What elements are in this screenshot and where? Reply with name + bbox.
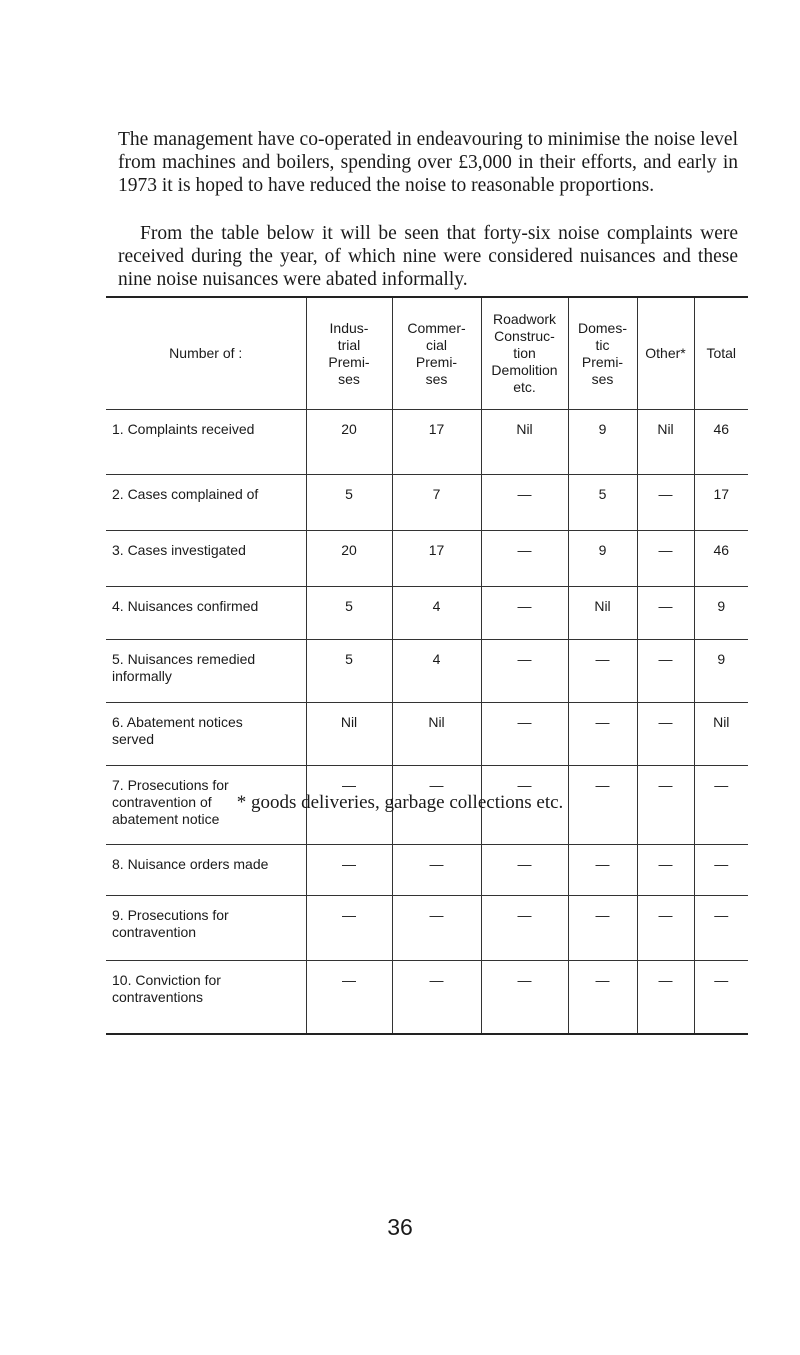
cell-commercial: — [392, 896, 481, 961]
row-label: 4. Nuisances confirmed [106, 587, 306, 640]
cell-domestic: — [568, 766, 637, 845]
table-row [106, 961, 748, 1035]
cell-industrial: 5 [306, 587, 392, 640]
cell-other: — [637, 475, 694, 531]
row-label: 9. Prosecutions for contravention [106, 896, 306, 961]
table-footnote: * goods deliveries, garbage collections etc. [236, 792, 564, 813]
cell-total: — [694, 961, 748, 1035]
cell-industrial: — [306, 845, 392, 896]
cell-commercial: — [392, 766, 481, 845]
cell-total: 9 [694, 640, 748, 703]
row-label: 3. Cases investigated [106, 531, 306, 587]
cell-industrial: 5 [306, 475, 392, 531]
paragraph-management: The management have co-operated in endeavouring to minimise the noise level from machines and boilers, spending over £3,000 in their efforts, and early in 1973 it is hoped to have reduced the noise to reasonable proportions. [118, 129, 738, 196]
cell-other: — [637, 703, 694, 766]
table-row [106, 896, 748, 961]
cell-commercial: — [392, 845, 481, 896]
cell-other: — [637, 961, 694, 1035]
cell-domestic: 9 [568, 410, 637, 475]
header-commercial: Commer- cial Premi- ses [392, 297, 481, 410]
cell-roadwork: — [481, 531, 568, 587]
cell-roadwork: — [481, 475, 568, 531]
table-row [106, 587, 748, 640]
cell-total: 46 [694, 410, 748, 475]
cell-commercial: — [392, 961, 481, 1035]
table-row [106, 703, 748, 766]
table-header-row [106, 297, 748, 410]
cell-industrial: — [306, 896, 392, 961]
row-label: 6. Abatement notices served [106, 703, 306, 766]
cell-total: Nil [694, 703, 748, 766]
cell-total: — [694, 766, 748, 845]
cell-total: 9 [694, 587, 748, 640]
row-label: 2. Cases complained of [106, 475, 306, 531]
cell-domestic: Nil [568, 587, 637, 640]
paragraph-complaints-summary: From the table below it will be seen that forty-six noise complaints were received during the year, of which nine were considered nuisances and these nine noise nuisances were abated informally. [118, 223, 738, 290]
cell-domestic: — [568, 896, 637, 961]
cell-industrial: — [306, 961, 392, 1035]
noise-complaints-table [106, 296, 748, 1035]
cell-total: 46 [694, 531, 748, 587]
cell-other: — [637, 845, 694, 896]
cell-other: Nil [637, 410, 694, 475]
cell-commercial: 17 [392, 410, 481, 475]
cell-total: — [694, 896, 748, 961]
cell-roadwork: — [481, 640, 568, 703]
cell-domestic: — [568, 703, 637, 766]
cell-total: — [694, 845, 748, 896]
cell-commercial: Nil [392, 703, 481, 766]
cell-industrial: 20 [306, 410, 392, 475]
cell-industrial: Nil [306, 703, 392, 766]
header-other: Other* [637, 297, 694, 410]
cell-commercial: 4 [392, 587, 481, 640]
row-label: 7. Prosecutions for contravention of abatement notice [106, 766, 306, 845]
cell-roadwork: — [481, 961, 568, 1035]
cell-roadwork: — [481, 766, 568, 845]
header-number-of: Number of : [106, 297, 306, 410]
cell-roadwork: — [481, 896, 568, 961]
cell-commercial: 17 [392, 531, 481, 587]
row-label: 10. Conviction for contraventions [112, 972, 221, 1005]
cell-other: — [637, 766, 694, 845]
cell-roadwork: Nil [481, 410, 568, 475]
cell-roadwork: — [481, 587, 568, 640]
header-total: Total [694, 297, 748, 410]
table-row [106, 845, 748, 896]
header-industrial: Indus- trial Premi- ses [306, 297, 392, 410]
header-domestic: Domes- tic Premi- ses [568, 297, 637, 410]
cell-total: 17 [694, 475, 748, 531]
cell-other: — [637, 896, 694, 961]
cell-commercial: 4 [392, 640, 481, 703]
cell-other: — [637, 587, 694, 640]
table-row [106, 531, 748, 587]
cell-industrial: 5 [306, 640, 392, 703]
header-roadwork: Roadwork Construc- tion Demolition etc. [481, 297, 568, 410]
cell-domestic: — [568, 845, 637, 896]
row-label: 5. Nuisances remedied informally [106, 640, 306, 703]
cell-roadwork: — [481, 845, 568, 896]
page-number: 36 [387, 1214, 413, 1240]
cell-domestic: 9 [568, 531, 637, 587]
cell-domestic: 5 [568, 475, 637, 531]
cell-roadwork: — [481, 703, 568, 766]
cell-other: — [637, 531, 694, 587]
table-row [106, 640, 748, 703]
cell-industrial: — [306, 766, 392, 845]
row-label: 8. Nuisance orders made [106, 845, 306, 896]
row-label: 1. Complaints received [106, 410, 306, 475]
table-row [106, 475, 748, 531]
cell-domestic: — [568, 640, 637, 703]
cell-domestic: — [568, 961, 637, 1035]
cell-other: — [637, 640, 694, 703]
cell-industrial: 20 [306, 531, 392, 587]
cell-commercial: 7 [392, 475, 481, 531]
table-row [106, 410, 748, 475]
